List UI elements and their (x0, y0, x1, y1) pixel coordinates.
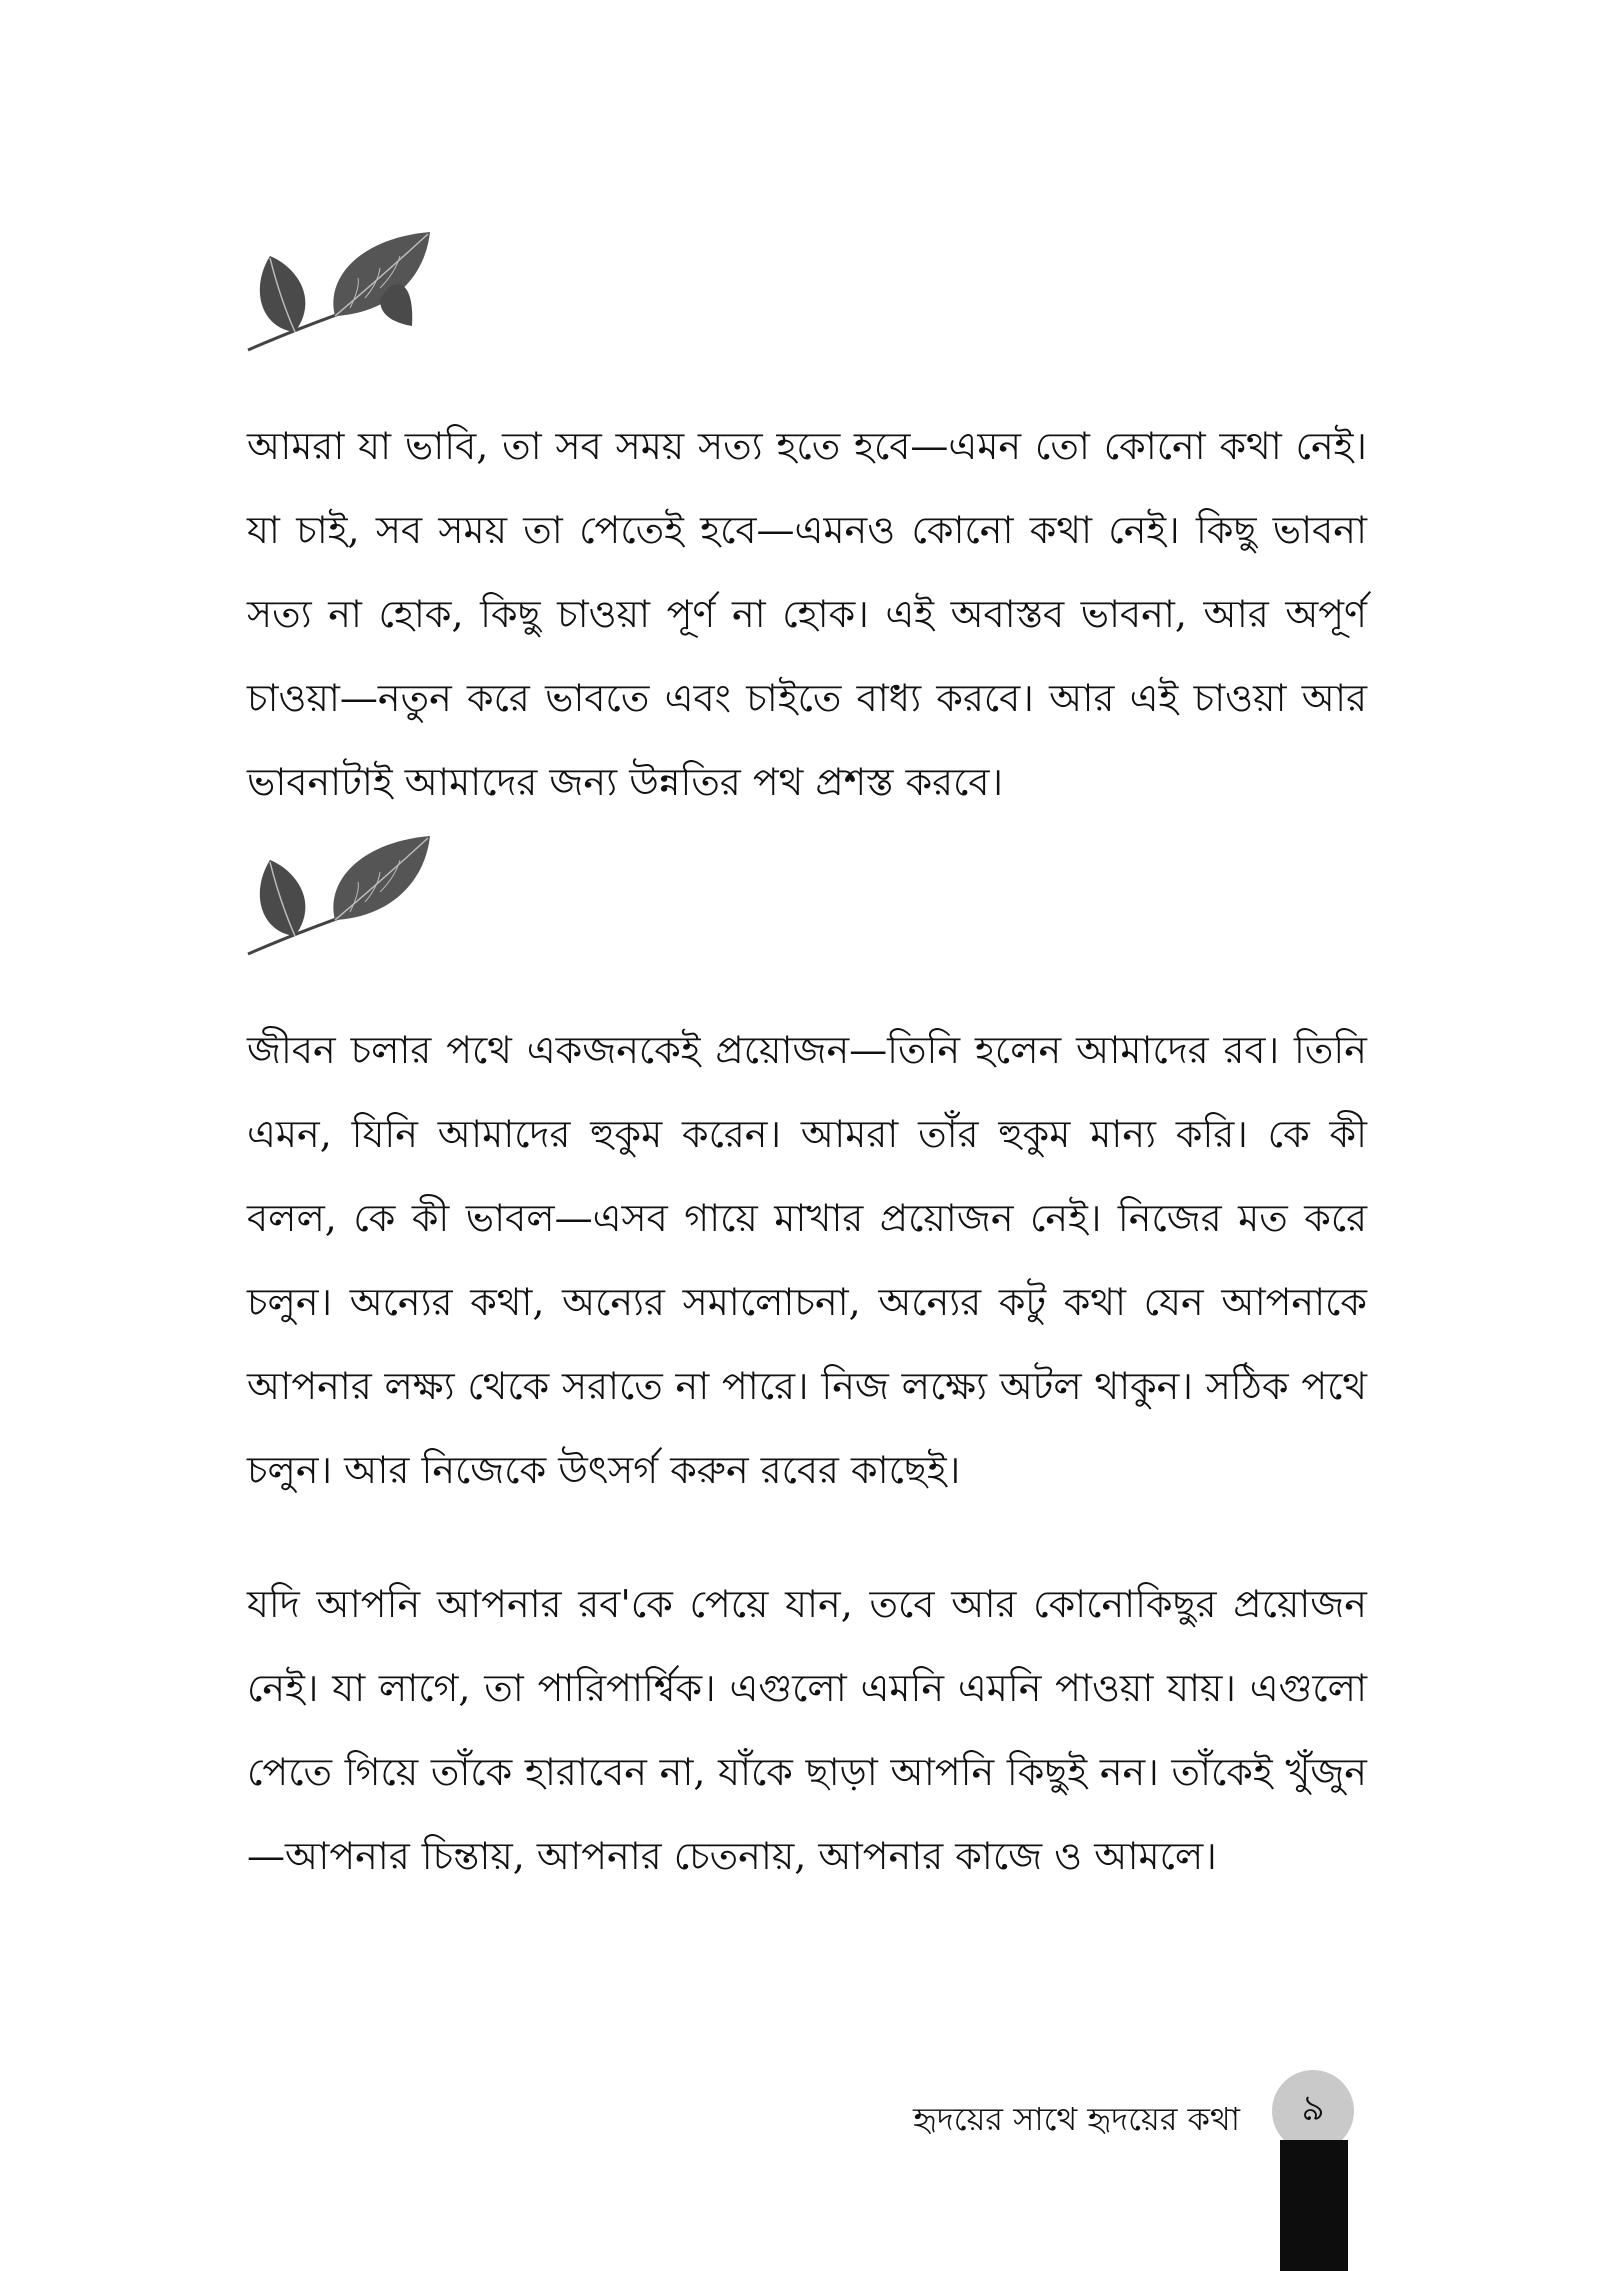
paragraph-2: জীবন চলার পথে একজনকেই প্রয়োজন—তিনি হলেন আমাদের রব। তিনি এমন, যিনি আমাদের হুকুম করেন। আমরা তাঁর হুকুম মান্য করি। কে কী বলল, কে কী ভাবল—এসব গায়ে মাখার প্রয়োজন নেই। নিজের মত করে চলুন। অন্যের কথা, অন্যের সমালোচনা, অন্যের কটু কথা যেন আপনাকে আপনার লক্ষ্য থেকে সরাতে না পারে। নিজ লক্ষ্যে অটল থাকুন। সঠিক পথে চলুন। আর নিজেকে উৎসর্গ করুন রবের কাছেই। (247, 1028, 1367, 1492)
paragraph-1: আমরা যা ভাবি, তা সব সময় সত্য হতে হবে—এমন তো কোনো কথা নেই। যা চাই, সব সময় তা পেতেই হবে—এমনও কোনো কথা নেই। কিছু ভাবনা সত্য না হোক, কিছু চাওয়া পূর্ণ না হোক। এই অবাস্তব ভাবনা, আর অপূর্ণ চাওয়া—নতুন করে ভাবতে এবং চাইতে বাধ্য করবে। আর এই চাওয়া আর ভাবনাটাই আমাদের জন্য উন্নতির পথ প্রশস্ত করবে। (247, 424, 1367, 804)
page-tab-bar (1280, 2140, 1348, 2271)
text-section-2 (247, 1008, 1367, 1512)
text-section-3 (247, 1562, 1367, 1898)
leaf-branch-icon (240, 228, 440, 358)
text-section-1 (247, 404, 1367, 824)
paragraph-3: যদি আপনি আপনার রব'কে পেয়ে যান, তবে আর কোনোকিছুর প্রয়োজন নেই। যা লাগে, তা পারিপার্শ্বিক। এগুলো এমনি এমনি পাওয়া যায়। এগুলো পেতে গিয়ে তাঁকে হারাবেন না, যাঁকে ছাড়া আপনি কিছুই নন। তাঁকেই খুঁজুন—আপনার চিন্তায়, আপনার চেতনায়, আপনার কাজে ও আমলে। (247, 1582, 1367, 1878)
footer-book-title: হৃদয়ের সাথে হৃদয়ের কথা (912, 2100, 1240, 2138)
page-number: ৯ (1301, 2088, 1325, 2129)
leaf-branch-icon (240, 832, 440, 962)
